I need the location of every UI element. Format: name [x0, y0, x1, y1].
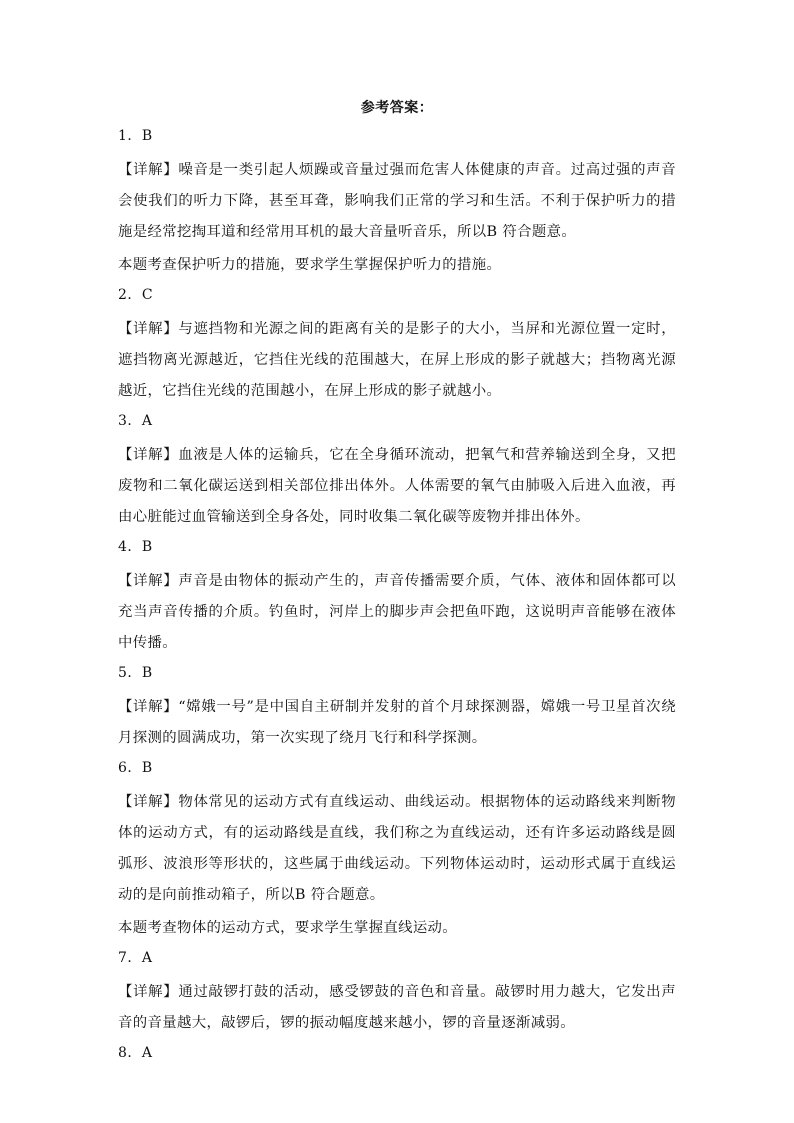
answer-note-1: 本题考查保护听力的措施，要求学生掌握保护听力的措施。 [118, 257, 502, 273]
explanation-tag: 【详解】 [118, 162, 179, 178]
answer-explanation-2 [118, 314, 676, 407]
explanation-tag: 【详解】 [118, 794, 179, 810]
answer-explanation-7 [118, 977, 676, 1039]
explanation-text: 与遮挡物和光源之间的距离有关的是影子的大小，当屏和光源位置一定时，遮挡物离光源越近，它挡住光线的范围越大，在屏上形成的影子就越大；挡物离光源越近，它挡住光线的范围越小，在屏上形成的影子就越小。 [118, 321, 676, 399]
explanation-tag: 【详解】 [118, 573, 179, 589]
answer-explanation-4 [118, 566, 676, 659]
explanation-tag: 【详解】 [118, 447, 179, 463]
answer-number-3: 3．A [118, 413, 153, 429]
answer-explanation-5 [118, 692, 676, 754]
explanation-tag: 【详解】 [118, 699, 179, 715]
answer-number-7: 7．A [118, 950, 153, 966]
explanation-text: 声音是由物体的振动产生的，声音传播需要介质，气体、液体和固体都可以充当声音传播的介质。钓鱼时，河岸上的脚步声会把鱼吓跑，这说明声音能够在液体中传播。 [118, 573, 676, 651]
answer-number-1: 1．B [118, 128, 153, 144]
explanation-tag: 【详解】 [118, 984, 179, 1000]
explanation-text: 噪音是一类引起人烦躁或音量过强而危害人体健康的声音。过高过强的声音会使我们的听力下降，甚至耳聋，影响我们正常的学习和生活。不利于保护听力的措施是经常挖掏耳道和经常用耳机的最大音量听音乐，所以B 符合题意。 [118, 162, 676, 240]
answer-number-4: 4．B [118, 539, 153, 555]
answer-number-8: 8．A [118, 1045, 153, 1061]
page-title: 参考答案： [360, 100, 434, 116]
explanation-text: 血液是人体的运输兵，它在全身循环流动，把氧气和营养输送到全身，又把废物和二氧化碳运送到相关部位排出体外。人体需要的氧气由肺吸入后进入血液，再由心脏能过血管输送到全身各处，同时收集二氧化碳等废物并排出体外。 [118, 447, 676, 525]
answer-explanation-6 [118, 787, 676, 911]
explanation-text: “嫦娥一号”是中国自主研制并发射的首个月球探测器，嫦娥一号卫星首次绕月探测的圆满成功，第一次实现了绕月飞行和科学探测。 [118, 699, 676, 746]
explanation-text: 物体常见的运动方式有直线运动、曲线运动。根据物体的运动路线来判断物体的运动方式，有的运动路线是直线，我们称之为直线运动，还有许多运动路线是圆弧形、波浪形等形状的，这些属于曲线运动。下列物体运动时，运动形式属于直线运动的是向前推动箱子，所以B 符合题意。 [118, 794, 676, 903]
answer-explanation-1 [118, 155, 676, 248]
explanation-tag: 【详解】 [118, 321, 179, 337]
answer-note-6: 本题考查物体的运动方式，要求学生掌握直线运动。 [118, 920, 458, 936]
answer-number-5: 5．B [118, 665, 153, 681]
answer-explanation-3 [118, 440, 676, 533]
answer-number-2: 2．C [118, 287, 154, 303]
answer-number-6: 6．B [118, 760, 153, 776]
explanation-text: 通过敲锣打鼓的活动，感受锣鼓的音色和音量。敲锣时用力越大，它发出声音的音量越大，敲锣后，锣的振动幅度越来越小，锣的音量逐渐减弱。 [118, 984, 676, 1031]
